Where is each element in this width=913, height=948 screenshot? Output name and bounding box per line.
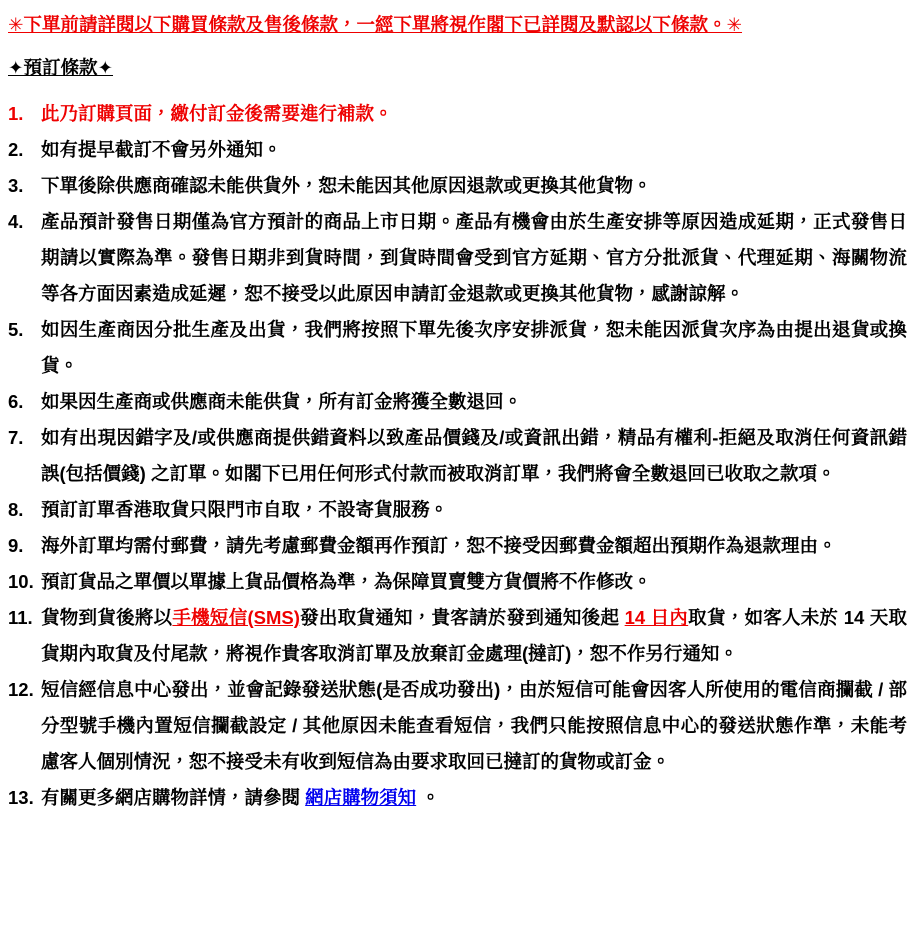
highlighted-term-text: 手機短信(SMS) bbox=[172, 607, 300, 628]
term-number: 1. bbox=[8, 103, 24, 124]
term-item-11 bbox=[8, 600, 907, 672]
term-text bbox=[41, 787, 440, 808]
term-text bbox=[41, 679, 907, 772]
store-shopping-notice-link[interactable]: 網店購物須知 bbox=[305, 787, 417, 808]
term-item-7 bbox=[8, 420, 907, 492]
term-text bbox=[41, 571, 652, 592]
term-text-segment: 預訂訂單香港取貨只限門市自取，不設寄貨服務。 bbox=[41, 499, 449, 520]
term-item-2 bbox=[8, 132, 907, 168]
term-item-9 bbox=[8, 528, 907, 564]
term-text-segment: 發出取貨通知，貴客請於發到通知後起 bbox=[299, 607, 625, 628]
term-text-segment: 如果因生產商或供應商未能供貨，所有訂金將獲全數退回。 bbox=[41, 391, 523, 412]
page-title: ✳下單前請詳閱以下購買條款及售後條款，一經下單將視作閣下已詳閱及默認以下條款。✳ bbox=[8, 14, 743, 35]
term-text-segment: 如有提早截訂不會另外通知。 bbox=[41, 139, 282, 160]
term-item-3 bbox=[8, 168, 907, 204]
term-text-segment: 如有出現因錯字及/或供應商提供錯資料以致產品價錢及/或資訊出錯，精品有權利-拒絕及取消任何資訊錯誤(包括價錢) 之訂單。如閣下已用任何形式付款而被取消訂單，我們將會全數退回已收取之款項。 bbox=[41, 427, 907, 484]
term-item-8 bbox=[8, 492, 907, 528]
term-text bbox=[41, 175, 652, 196]
term-number: 13. bbox=[8, 787, 34, 808]
term-number: 6. bbox=[8, 391, 24, 412]
term-text-segment: 取貨，如客人未於 14 天取貨期內取貨及付尾款，將視作貴客取消訂單及放棄訂金處理(撻訂)，恕不作另行通知。 bbox=[41, 607, 907, 664]
term-number: 8. bbox=[8, 499, 24, 520]
term-item-1 bbox=[8, 96, 907, 132]
term-number: 7. bbox=[8, 427, 24, 448]
terms-list bbox=[8, 96, 907, 816]
highlighted-term-text: 14 日內 bbox=[624, 607, 689, 628]
term-number: 9. bbox=[8, 535, 24, 556]
term-number: 4. bbox=[8, 211, 24, 232]
term-number: 2. bbox=[8, 139, 24, 160]
term-item-5 bbox=[8, 312, 907, 384]
term-text bbox=[41, 103, 393, 124]
term-text bbox=[41, 607, 907, 664]
term-text-segment: 。 bbox=[416, 787, 440, 808]
term-text-segment: 預訂貨品之單價以單據上貨品價格為準，為保障買賣雙方貨價將不作修改。 bbox=[41, 571, 652, 592]
term-number: 3. bbox=[8, 175, 24, 196]
term-text-segment: 貨物到貨後將以 bbox=[41, 607, 173, 628]
term-item-10 bbox=[8, 564, 907, 600]
term-text bbox=[41, 319, 907, 376]
term-number: 5. bbox=[8, 319, 24, 340]
term-item-13 bbox=[8, 780, 907, 816]
term-item-4 bbox=[8, 204, 907, 312]
term-text bbox=[41, 535, 837, 556]
term-text bbox=[41, 139, 282, 160]
term-text-segment: 此乃訂購頁面，繳付訂金後需要進行補款。 bbox=[41, 103, 393, 124]
term-text-segment: 海外訂單均需付郵費，請先考慮郵費金額再作預訂，恕不接受因郵費金額超出預期作為退款理由。 bbox=[41, 535, 837, 556]
term-number: 12. bbox=[8, 679, 34, 700]
term-text bbox=[41, 427, 907, 484]
term-item-6 bbox=[8, 384, 907, 420]
term-text bbox=[41, 211, 907, 304]
term-text-segment: 如因生產商因分批生產及出貨，我們將按照下單先後次序安排派貨，恕未能因派貨次序為由提出退貨或換貨。 bbox=[41, 319, 907, 376]
term-text-segment: 下單後除供應商確認未能供貨外，恕未能因其他原因退款或更換其他貨物。 bbox=[41, 175, 652, 196]
section-header-preorder-terms: ✦預訂條款✦ bbox=[8, 57, 114, 78]
term-number: 10. bbox=[8, 571, 34, 592]
term-text bbox=[41, 499, 448, 520]
term-text bbox=[41, 391, 522, 412]
term-text-segment: 產品預計發售日期僅為官方預計的商品上市日期。產品有機會由於生產安排等原因造成延期，正式發售日期請以實際為準。發售日期非到貨時間，到貨時間會受到官方延期、官方分批派貨、代理延期、海關物流等各方面因素造成延遲，恕不接受以此原因申請訂金退款或更換其他貨物，感謝諒解。 bbox=[41, 211, 907, 304]
term-text-segment: 短信經信息中心發出，並會記錄發送狀態(是否成功發出)，由於短信可能會因客人所使用的電信商攔截 / 部分型號手機內置短信攔截設定 / 其他原因未能查看短信，我們只能按照信息中心的發送狀態作準，未能考慮客人個別情況，恕不接受未有收到短信為由要求取回已撻訂的貨物或訂金。 bbox=[41, 679, 907, 772]
term-text-segment: 有關更多網店購物詳情，請參閱 bbox=[41, 787, 306, 808]
term-item-12 bbox=[8, 672, 907, 780]
term-number: 11. bbox=[8, 607, 33, 628]
